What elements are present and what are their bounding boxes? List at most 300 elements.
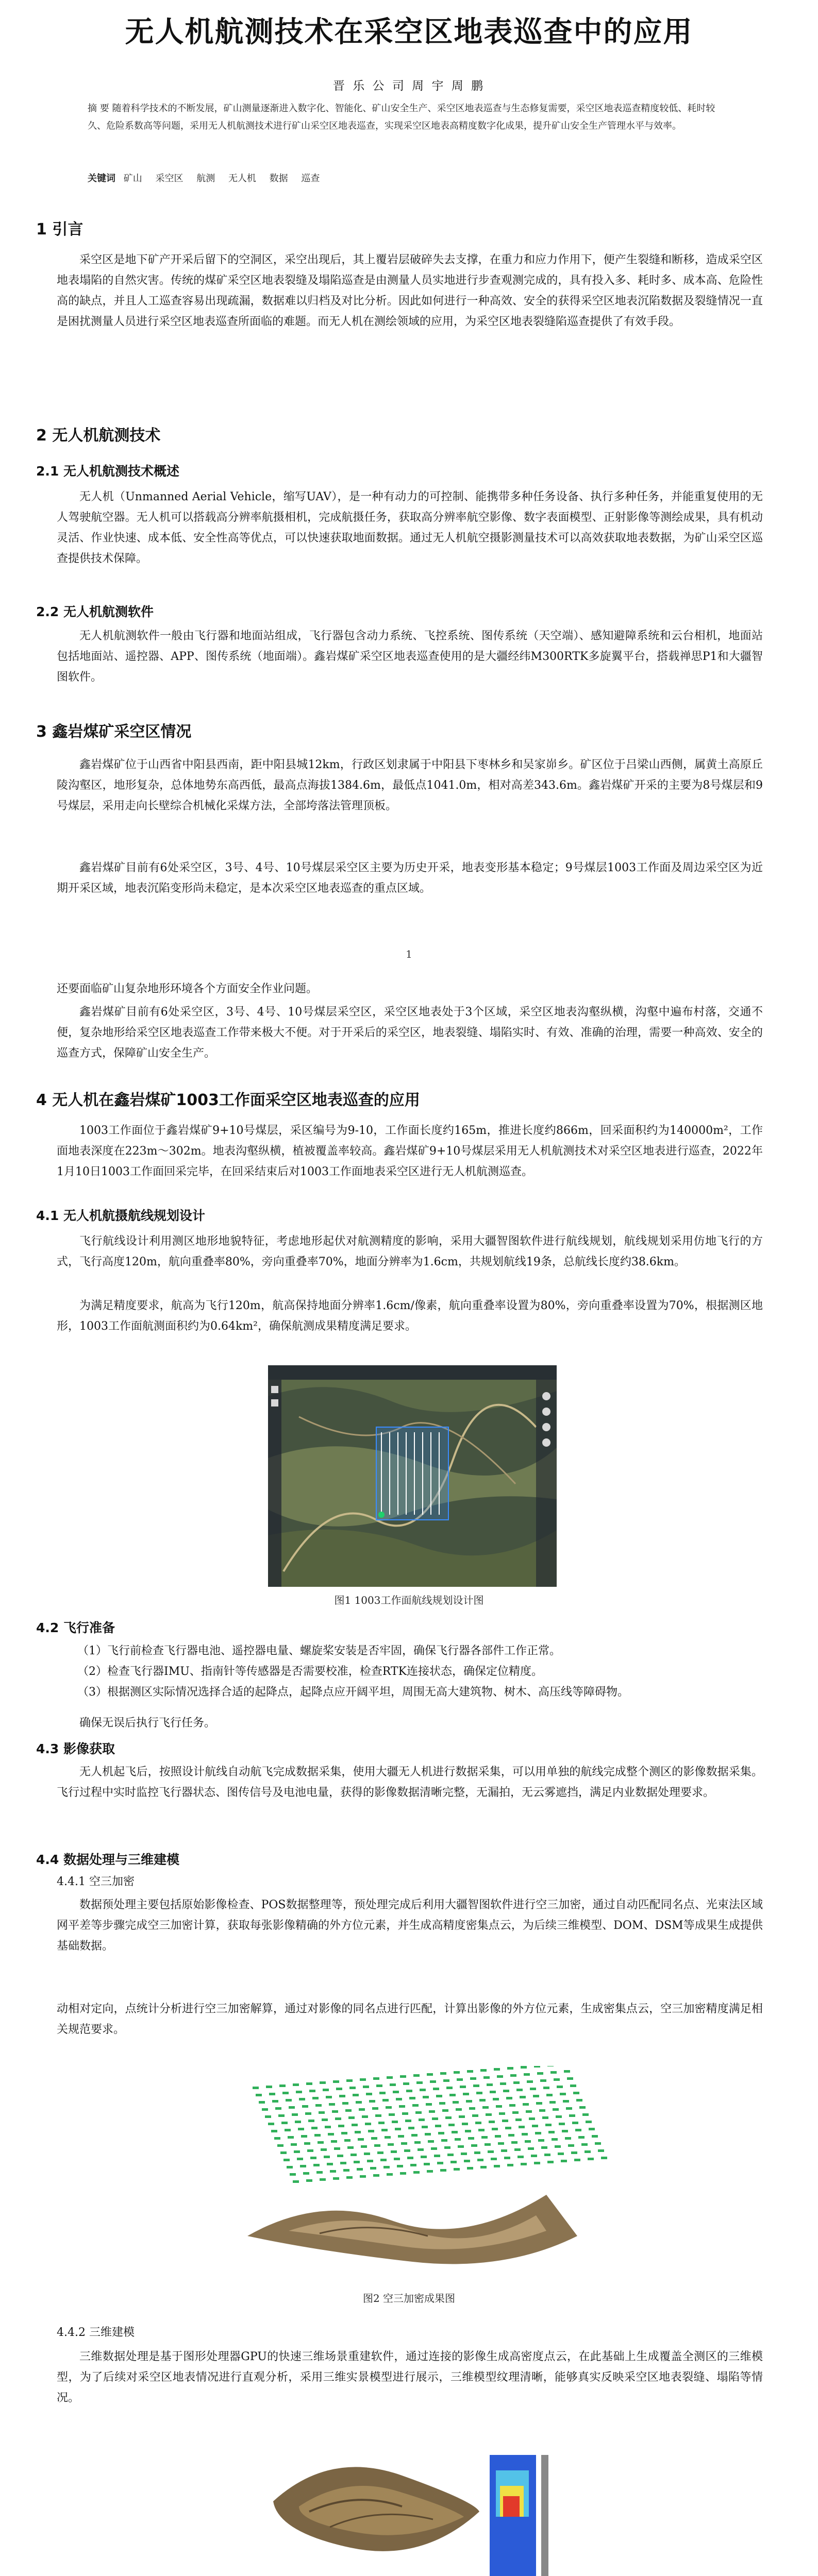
camera-position-marker <box>379 2092 386 2094</box>
camera-position-marker <box>407 2157 413 2159</box>
camera-position-marker <box>365 2123 371 2125</box>
camera-position-marker <box>494 2068 500 2071</box>
camera-position-marker <box>329 2103 335 2106</box>
camera-position-marker <box>369 2100 375 2103</box>
camera-position-marker <box>308 2120 314 2122</box>
camera-position-marker <box>328 2133 334 2136</box>
camera-position-marker <box>581 2143 588 2146</box>
camera-position-marker <box>359 2108 365 2111</box>
camera-position-marker <box>347 2146 354 2149</box>
camera-position-marker <box>398 2135 404 2138</box>
camera-position-marker <box>293 2180 299 2183</box>
camera-position-marker <box>553 2108 559 2111</box>
camera-position-marker <box>493 2098 499 2100</box>
figure-1-route-planning <box>268 1365 557 1587</box>
list-item: （3）根据测区实际情况选择合适的起降点，起降点应开阔平坦，周围无高大建筑物、树木、高压线等障碍物。 <box>77 1686 629 1699</box>
camera-position-marker <box>385 2136 391 2139</box>
camera-position-marker <box>426 2103 432 2106</box>
camera-position-marker <box>306 2179 312 2182</box>
camera-position-marker <box>508 2134 514 2137</box>
aerotriangulation-graphic <box>186 2066 639 2282</box>
camera-position-marker <box>416 2081 423 2084</box>
camera-position-marker <box>465 2130 471 2132</box>
camera-position-marker <box>333 2080 339 2083</box>
camera-position-marker <box>320 2081 326 2084</box>
camera-position-marker <box>549 2101 556 2104</box>
section-2-1-paragraph: 无人机（Unmanned Aerial Vehicle，缩写UAV），是一种有动力的可控制、能携带多种任务设备、执行多种任务，并能重复使用的无人驾驶航空器。无人机可以搭载高分辨率航摄相机，完成航摄任务，获取高分辨率航空影像、数字表面模型、正射影像等测绘成果，具有机动灵活、作业快速、成本低、安全性高等优点，可以快速获取地面数据。通过无人机航空摄影测量技术可以高效获取地表数据，为矿山采空区巡查提供技术保障。 <box>57 490 763 565</box>
camera-position-marker <box>467 2070 473 2073</box>
camera-position-marker <box>450 2161 457 2163</box>
camera-position-marker <box>480 2069 487 2072</box>
camera-position-marker <box>290 2173 296 2176</box>
camera-position-marker <box>402 2112 408 2115</box>
camera-position-marker <box>492 2128 498 2130</box>
camera-position-marker <box>357 2168 363 2171</box>
camera-position-marker <box>595 2142 601 2145</box>
camera-position-marker <box>404 2149 410 2152</box>
camera-position-marker <box>262 2108 268 2111</box>
camera-position-marker <box>445 2116 452 2119</box>
camera-position-marker <box>510 2074 516 2077</box>
list-item: （2）检查飞行器IMU、指南针等传感器是否需要校准，检查RTK连接状态，确保定位精度。 <box>77 1665 543 1678</box>
camera-position-marker <box>491 2158 497 2160</box>
camera-position-marker <box>298 2128 304 2130</box>
dsm-graphic <box>485 2450 557 2576</box>
camera-position-marker <box>434 2155 440 2157</box>
camera-position-marker <box>312 2097 319 2099</box>
camera-position-marker <box>511 2141 517 2144</box>
camera-position-marker <box>349 2087 356 2089</box>
camera-position-marker <box>485 2143 491 2146</box>
camera-position-marker <box>462 2123 468 2125</box>
camera-position-marker <box>568 2144 574 2147</box>
camera-position-marker <box>463 2093 469 2095</box>
camera-position-marker <box>488 2150 494 2153</box>
camera-position-marker <box>490 2091 496 2093</box>
camera-position-marker <box>570 2084 576 2087</box>
camera-position-marker <box>373 2174 379 2177</box>
camera-position-marker <box>444 2146 450 2149</box>
camera-position-marker <box>440 2072 446 2075</box>
section-2-2-paragraph: 无人机航测软件一般由飞行器和地面站组成，飞行器包含动力系统、飞控系统、图传系统（天空端）、感知避障系统和云台相机，地面站包括地面站、遥控器、APP、图传系统（地面端）。鑫岩煤矿采空区地表巡查使用的是大疆经纬M300RTK多旋翼平台，搭载禅思P1和大疆智图软件。 <box>57 630 763 684</box>
section-3-paragraph-1: 鑫岩煤矿位于山西省中阳县西南，距中阳县城12km，行政区划隶属于中阳县下枣林乡和吴家峁乡。矿区位于吕梁山西侧，属黄土高原丘陵沟壑区，地形复杂，总体地势东高西低，最高点海拔1384.6m，最低点1041.0m，相对高差343.6m。鑫岩煤矿开采的主要为8号煤层和9号煤层，采用走向长壁综合机械化采煤方法，全部垮落法管理顶板。 <box>57 758 763 812</box>
camera-position-marker <box>567 2077 573 2080</box>
camera-position-marker <box>297 2158 303 2160</box>
camera-position-marker <box>483 2076 490 2079</box>
camera-position-marker <box>427 2170 433 2173</box>
camera-position-marker <box>292 2113 298 2116</box>
camera-position-marker <box>474 2151 480 2154</box>
camera-position-marker <box>460 2086 466 2088</box>
camera-position-marker <box>399 2105 405 2108</box>
camera-position-marker <box>585 2150 591 2153</box>
camera-position-marker <box>370 2167 376 2170</box>
camera-position-marker <box>339 2095 345 2097</box>
camera-position-marker <box>504 2157 510 2159</box>
camera-position-marker <box>265 2115 271 2118</box>
camera-position-marker <box>387 2076 393 2079</box>
camera-position-marker <box>476 2092 482 2094</box>
camera-position-marker <box>413 2074 420 2077</box>
camera-position-marker <box>538 2139 544 2142</box>
figure-2-aerotriangulation <box>186 2066 639 2282</box>
section-4-4-1-paragraph-b: 动相对定向，点统计分析进行空三加密解算，通过对影像的同名点进行匹配，计算出影像的外方位元素，生成密集点云，空三加密精度满足相关规范要求。 <box>57 2003 763 2036</box>
camera-position-marker <box>440 2169 446 2172</box>
camera-position-marker <box>497 2075 503 2078</box>
camera-position-marker <box>302 2105 308 2108</box>
camera-position-marker <box>535 2132 541 2134</box>
camera-position-marker <box>341 2132 347 2134</box>
keyword: 巡查 <box>301 173 320 184</box>
camera-position-marker <box>392 2121 398 2123</box>
author-line: 晋 乐 公 司 周 宇 周 鹏 <box>332 79 486 93</box>
camera-position-marker <box>352 2124 358 2126</box>
subsection-heading-4-1: 4.1 无人机航摄航线规划设计 <box>36 1208 205 1223</box>
camera-position-marker <box>299 2098 305 2100</box>
camera-position-marker <box>530 2088 536 2090</box>
camera-position-marker <box>401 2142 407 2145</box>
camera-position-marker <box>430 2080 436 2083</box>
camera-position-marker <box>303 2172 309 2175</box>
camera-position-marker <box>420 2089 426 2091</box>
camera-position-marker <box>253 2087 259 2089</box>
camera-position-marker <box>354 2161 360 2163</box>
camera-position-marker <box>427 2073 433 2076</box>
camera-position-marker <box>554 2078 560 2081</box>
camera-position-marker <box>414 2141 421 2144</box>
camera-position-marker <box>496 2105 502 2108</box>
camera-position-marker <box>466 2100 472 2103</box>
camera-position-marker <box>293 2083 299 2086</box>
camera-position-marker <box>435 2125 441 2127</box>
camera-position-marker <box>529 2117 535 2120</box>
camera-position-marker <box>287 2166 293 2168</box>
camera-position-marker <box>350 2154 357 2156</box>
camera-position-marker <box>390 2083 396 2086</box>
camera-position-marker <box>469 2107 475 2110</box>
camera-position-marker <box>505 2127 511 2129</box>
camera-position-marker <box>319 2111 325 2114</box>
camera-position-marker <box>396 2098 402 2100</box>
camera-position-marker <box>481 2136 488 2139</box>
camera-position-marker <box>471 2144 477 2147</box>
camera-position-marker <box>391 2150 397 2153</box>
camera-position-marker <box>534 2162 540 2164</box>
camera-position-marker <box>498 2142 504 2145</box>
camera-position-marker <box>314 2134 321 2137</box>
section-4-4-1-paragraph: 数据预处理主要包括原始影像检查、POS数据整理等，预处理完成后利用大疆智图软件进行空三加密，通过自动匹配同名点、光束法区域网平差等步骤完成空三加密计算，获取每张影像精确的外方位元素，并生成高精度密集点云，为后续三维模型、DOM、DSM等成果生成提供基础数据。 <box>57 1899 763 1953</box>
camera-position-marker <box>291 2143 297 2146</box>
camera-position-marker <box>550 2071 557 2074</box>
camera-position-marker <box>523 2103 529 2106</box>
camera-position-marker <box>304 2142 310 2145</box>
camera-position-marker <box>424 2163 430 2165</box>
camera-position-marker <box>316 2171 323 2174</box>
camera-position-marker <box>368 2130 374 2132</box>
camera-position-marker <box>266 2086 272 2088</box>
camera-position-marker <box>441 2139 447 2142</box>
camera-position-marker <box>575 2129 581 2131</box>
camera-position-marker <box>521 2163 527 2165</box>
camera-position-marker <box>256 2094 262 2096</box>
camera-position-marker <box>405 2120 411 2122</box>
camera-position-marker <box>455 2138 461 2141</box>
camera-position-marker <box>586 2121 592 2123</box>
figure-3-dsm <box>485 2450 557 2576</box>
camera-position-marker <box>545 2124 552 2126</box>
camera-position-marker <box>274 2137 280 2140</box>
camera-position-marker <box>282 2092 289 2094</box>
camera-position-marker <box>294 2150 300 2153</box>
camera-position-marker <box>429 2110 435 2113</box>
section-3-paragraph-2: 鑫岩煤矿目前有6处采空区，3号、4号、10号煤层采空区主要为历史开采，地表变形基本稳定；9号煤层1003工作面及周边采空区为近期开采区域，地表沉陷变形尚未稳定，是本次采空区地表巡查的重点区域。 <box>57 861 763 895</box>
camera-position-marker <box>428 2140 434 2143</box>
camera-position-marker <box>534 2066 540 2067</box>
camera-position-marker <box>569 2114 575 2117</box>
camera-position-marker <box>542 2116 548 2119</box>
camera-position-marker <box>418 2148 424 2151</box>
subsection-heading-2-2: 2.2 无人机航测软件 <box>36 604 154 619</box>
camera-position-marker <box>380 2159 387 2161</box>
section-4-3-paragraph: 无人机起飞后，按照设计航线自动航飞完成数据采集，使用大疆无人机进行数据采集，可以用单独的航线完成整个测区的影像数据采集。飞行过程中实时监控飞行器状态、图传信号及电池电量，获得的影像数据清晰完整，无漏拍，无云雾遮挡，满足内业数据处理要求。 <box>57 1766 763 1799</box>
camera-position-marker <box>373 2077 379 2080</box>
camera-position-marker <box>513 2081 520 2084</box>
camera-position-marker <box>579 2106 586 2109</box>
camera-position-marker <box>558 2153 564 2155</box>
camera-position-marker <box>464 2160 470 2162</box>
subsection-heading-4-4: 4.4 数据处理与三维建模 <box>36 1852 179 1867</box>
section-4-1-paragraph-1: 飞行航线设计利用测区地形地貌特征，考虑地形起伏对航测精度的影响，采用大疆智图软件进行航线规划，航线规划采用仿地飞行的方式，飞行高度120m，航向重叠率80%，旁向重叠率70%，地面分辨率为1.6cm，共规划航线19条，总航线长度约38.6km。 <box>57 1235 763 1268</box>
camera-position-marker <box>448 2124 455 2126</box>
keyword: 航测 <box>196 173 215 184</box>
camera-position-marker <box>342 2102 348 2105</box>
camera-position-marker <box>524 2073 530 2076</box>
camera-position-marker <box>489 2121 495 2123</box>
camera-position-marker <box>275 2107 281 2110</box>
camera-position-marker <box>540 2079 546 2082</box>
camera-position-marker <box>560 2093 566 2095</box>
camera-position-marker <box>556 2115 562 2118</box>
keyword: 无人机 <box>228 173 256 184</box>
figure-2-caption: 图2 空三加密成果图 <box>362 2292 456 2304</box>
camera-position-marker <box>446 2087 453 2089</box>
camera-position-marker <box>552 2138 558 2141</box>
camera-position-marker <box>431 2147 437 2150</box>
camera-position-marker <box>578 2136 585 2139</box>
section-heading-1: 1 引言 <box>36 221 84 239</box>
subsection-heading-4-4-2: 4.4.2 三维建模 <box>57 2326 135 2339</box>
camera-position-marker <box>447 2154 454 2156</box>
camera-position-marker <box>422 2126 428 2128</box>
camera-position-marker <box>285 2129 291 2131</box>
section-4-2-note: 确保无误后执行飞行任务。 <box>79 1717 216 1730</box>
camera-position-marker <box>409 2097 415 2099</box>
section-3-paragraph-4: 鑫岩煤矿目前有6处采空区，3号、4号、10号煤层采空区，采空区地表处于3个区域，采空区地表沟壑纵横，沟壑中遍布村落，交通不便，复杂地形给采空区地表巡查工作带来极大不便。对于开采后的采空区，地表裂缝、塌陷实时、有效、准确的治理，需要一种高效、安全的巡查方式，保障矿山安全生产。 <box>57 1006 763 1060</box>
camera-position-marker <box>482 2106 489 2109</box>
camera-position-marker <box>376 2084 382 2087</box>
camera-position-marker <box>313 2164 320 2166</box>
camera-position-marker <box>531 2155 537 2157</box>
camera-position-marker <box>344 2139 350 2142</box>
camera-position-marker <box>457 2078 463 2081</box>
camera-position-marker <box>495 2135 501 2138</box>
camera-position-marker <box>356 2101 362 2104</box>
camera-position-marker <box>480 2166 487 2168</box>
camera-position-marker <box>278 2114 285 2117</box>
camera-position-marker <box>301 2135 307 2138</box>
camera-position-marker <box>436 2095 442 2097</box>
camera-position-marker <box>355 2131 361 2133</box>
section-4-1-paragraph-2: 为满足精度要求，航高为飞行120m，航高保持地面分辨率1.6cm/像素，航向重叠率设置为80%，旁向重叠率设置为70%，根据测区地形，1003工作面航测面积约为0.64km²，确保航测成果精度满足要求。 <box>57 1299 763 1333</box>
camera-position-marker <box>386 2106 392 2109</box>
document-title: 无人机航测技术在采空区地表巡查中的应用 <box>125 15 693 49</box>
camera-position-marker <box>433 2088 439 2090</box>
camera-position-marker <box>425 2133 431 2136</box>
camera-position-marker <box>286 2099 292 2102</box>
camera-position-marker <box>437 2162 443 2164</box>
camera-position-marker <box>345 2109 352 2112</box>
camera-position-marker <box>403 2082 409 2085</box>
camera-position-marker <box>443 2079 449 2082</box>
camera-position-marker <box>547 2161 554 2163</box>
camera-position-marker <box>332 2110 338 2113</box>
camera-position-marker <box>310 2157 316 2159</box>
camera-position-marker <box>327 2163 333 2165</box>
camera-position-marker <box>272 2100 278 2103</box>
camera-position-marker <box>557 2086 563 2088</box>
camera-position-marker <box>378 2122 385 2124</box>
camera-position-marker <box>588 2158 594 2160</box>
camera-position-marker <box>514 2148 521 2151</box>
camera-position-marker <box>533 2095 539 2097</box>
camera-position-marker <box>507 2164 513 2166</box>
camera-position-marker <box>364 2153 370 2155</box>
camera-position-marker <box>411 2134 418 2137</box>
camera-position-marker <box>311 2127 318 2129</box>
camera-position-marker <box>395 2128 401 2130</box>
camera-position-marker <box>377 2151 383 2154</box>
camera-position-marker <box>475 2122 481 2124</box>
camera-position-marker <box>454 2071 460 2074</box>
camera-position-marker <box>539 2109 545 2112</box>
camera-position-marker <box>486 2113 492 2116</box>
camera-position-marker <box>522 2133 528 2136</box>
camera-position-marker <box>439 2102 445 2105</box>
subsection-heading-2-1: 2.1 无人机航测技术概述 <box>36 464 179 479</box>
camera-position-marker <box>449 2094 456 2096</box>
camera-position-marker <box>348 2116 355 2119</box>
camera-position-marker <box>336 2088 342 2090</box>
camera-position-marker <box>381 2129 388 2131</box>
camera-position-marker <box>499 2112 505 2115</box>
camera-position-marker <box>521 2066 527 2069</box>
camera-position-marker <box>283 2159 290 2161</box>
camera-position-marker <box>461 2153 467 2155</box>
camera-position-marker <box>325 2126 331 2128</box>
camera-position-marker <box>389 2113 395 2116</box>
camera-position-marker <box>363 2086 369 2088</box>
camera-position-marker <box>394 2158 400 2160</box>
camera-position-marker <box>277 2144 283 2147</box>
camera-position-marker <box>307 2149 313 2152</box>
camera-position-marker <box>432 2117 438 2120</box>
camera-position-marker <box>509 2104 515 2107</box>
camera-position-marker <box>528 2147 534 2150</box>
camera-position-marker <box>562 2130 568 2132</box>
camera-position-marker <box>454 2168 460 2171</box>
camera-position-marker <box>281 2122 288 2124</box>
camera-position-marker <box>413 2171 420 2174</box>
camera-position-marker <box>408 2127 414 2129</box>
camera-position-marker <box>582 2113 589 2116</box>
camera-position-marker <box>453 2101 459 2104</box>
camera-position-marker <box>561 2160 567 2162</box>
section-heading-4: 4 无人机在鑫岩煤矿1003工作面采空区地表巡查的应用 <box>36 1091 420 1109</box>
camera-position-marker <box>559 2123 565 2125</box>
camera-position-marker <box>572 2122 578 2124</box>
camera-position-marker <box>269 2093 275 2095</box>
section-heading-3: 3 鑫岩煤矿采空区情况 <box>36 723 192 741</box>
keyword: 矿山 <box>123 173 142 184</box>
camera-position-marker <box>296 2091 302 2093</box>
camera-position-marker <box>536 2102 542 2105</box>
camera-position-marker <box>346 2176 353 2179</box>
camera-position-marker <box>565 2137 571 2140</box>
camera-position-marker <box>360 2078 366 2081</box>
camera-position-marker <box>358 2138 364 2141</box>
camera-position-marker <box>438 2132 444 2134</box>
camera-position-marker <box>573 2092 579 2094</box>
section-heading-2: 2 无人机航测技术 <box>36 427 161 445</box>
camera-position-marker <box>459 2115 465 2118</box>
page-number: 1 <box>406 948 412 960</box>
camera-position-marker <box>458 2145 464 2148</box>
camera-position-marker <box>374 2144 380 2147</box>
camera-position-marker <box>442 2109 448 2112</box>
camera-position-marker <box>525 2140 531 2143</box>
camera-position-marker <box>412 2104 419 2107</box>
camera-position-marker <box>323 2089 329 2091</box>
camera-position-marker <box>543 2087 549 2089</box>
camera-position-marker <box>527 2080 533 2083</box>
camera-position-marker <box>335 2117 341 2120</box>
camera-position-marker <box>338 2125 344 2127</box>
camera-position-marker <box>320 2178 326 2181</box>
camera-position-marker <box>415 2111 422 2114</box>
camera-position-marker <box>393 2091 399 2093</box>
abstract: 摘 要 随着科学技术的不断发展，矿山测量逐渐进入数字化、智能化、矿山安全生产、采空区地表巡查与生态修复需要，采空区地表巡查精度较低、耗时较久、危险系数高等问题，采用无人机航测技术进行矿山采空区地表巡查，实现采空区地表高精度数字化成果，提升矿山安全生产管理水平与效率。 <box>88 103 715 131</box>
section-4-paragraph-1: 1003工作面位于鑫岩煤矿9+10号煤层，采区编号为9-10，工作面长度约165m，推进长度约866m，回采面积约为140000m²，工作面地表深度在223m～302m。地表沟壑纵横，植被覆盖率较高。鑫岩煤矿9+10号煤层采用无人机航测技术对采空区地表进行巡查，2022年1月10日1003工作面回采完毕，在回采结束后对1003工作面地表采空区进行无人机航测巡查。 <box>57 1124 763 1178</box>
camera-position-marker <box>388 2143 394 2146</box>
camera-position-marker <box>506 2097 512 2099</box>
camera-position-marker <box>566 2107 572 2110</box>
camera-position-marker <box>517 2156 524 2158</box>
figure-1-caption: 图1 1003工作面航线规划设计图 <box>334 1594 484 1606</box>
route-map-graphic <box>268 1365 557 1587</box>
camera-position-marker <box>410 2164 416 2166</box>
camera-position-marker <box>321 2148 327 2151</box>
camera-position-marker <box>515 2119 522 2121</box>
camera-position-marker <box>526 2110 532 2113</box>
3d-model-graphic <box>268 2429 485 2576</box>
camera-position-marker <box>315 2104 322 2107</box>
camera-position-marker <box>334 2147 340 2150</box>
camera-position-marker <box>468 2137 474 2140</box>
camera-position-marker <box>361 2145 367 2148</box>
camera-position-marker <box>576 2099 582 2102</box>
camera-position-marker <box>326 2096 332 2098</box>
subsection-heading-4-3: 4.3 影像获取 <box>36 1741 115 1756</box>
